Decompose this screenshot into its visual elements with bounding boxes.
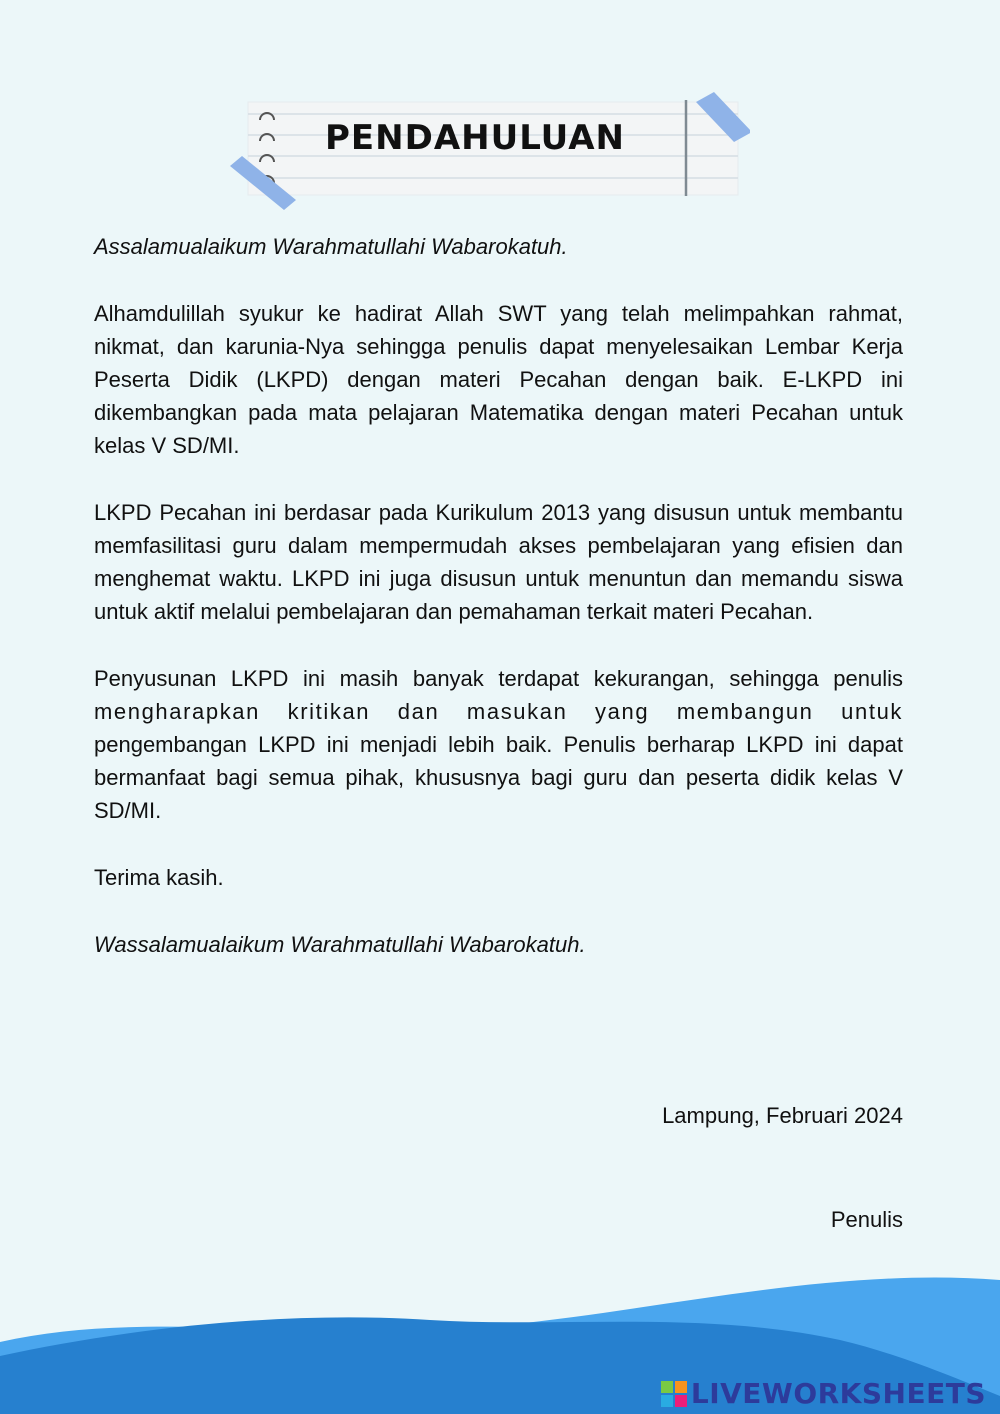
- title-card: [220, 92, 750, 217]
- paragraph-3-part-1: Penyusunan LKPD ini masih banyak terdapat kekurangan, sehingga penulis: [94, 666, 903, 691]
- brand-name: LIVEWORKSHEETS: [690, 1377, 986, 1410]
- closing: Wassalamualaikum Warahmatullahi Wabarokatuh.: [94, 932, 586, 957]
- paragraph-2: LKPD Pecahan ini berdasar pada Kurikulum 2013 yang disusun untuk membantu memfasilitasi guru dalam mempermudah akses pembelajaran yang efisien dan menghemat waktu. LKPD ini juga disusun untuk menuntun dan memandu siswa untuk aktif melalui pembelajaran dan pemahaman terkait materi Pecahan.: [94, 500, 903, 624]
- greeting: Assalamualaikum Warahmatullahi Wabarokatuh.: [94, 234, 568, 259]
- author: Penulis: [830, 1207, 903, 1232]
- place-date: Lampung, Februari 2024: [662, 1103, 903, 1128]
- document-body: [94, 230, 903, 995]
- page-title: PENDAHULUAN: [325, 118, 625, 158]
- paragraph-3-part-2: mengharapkan kritikan dan masukan yang membangun untuk: [94, 699, 903, 724]
- brand-watermark: [661, 1377, 986, 1410]
- thanks: Terima kasih.: [94, 865, 224, 890]
- paragraph-3-part-3: pengembangan LKPD ini menjadi lebih baik. Penulis berharap LKPD ini dapat bermanfaat bagi semua pihak, khususnya bagi guru dan peserta didik kelas V SD/MI.: [94, 732, 903, 823]
- paragraph-1: Alhamdulillah syukur ke hadirat Allah SWT yang telah melimpahkan rahmat, nikmat, dan karunia-Nya sehingga penulis dapat menyelesaikan Lembar Kerja Peserta Didik (LKPD) dengan materi Pecahan dengan baik. E-LKPD ini dikembangkan pada mata pelajaran Matematika dengan materi Pecahan untuk kelas V SD/MI.: [94, 301, 903, 458]
- paragraph-3: [94, 662, 903, 827]
- liveworksheets-logo-icon: [661, 1381, 687, 1407]
